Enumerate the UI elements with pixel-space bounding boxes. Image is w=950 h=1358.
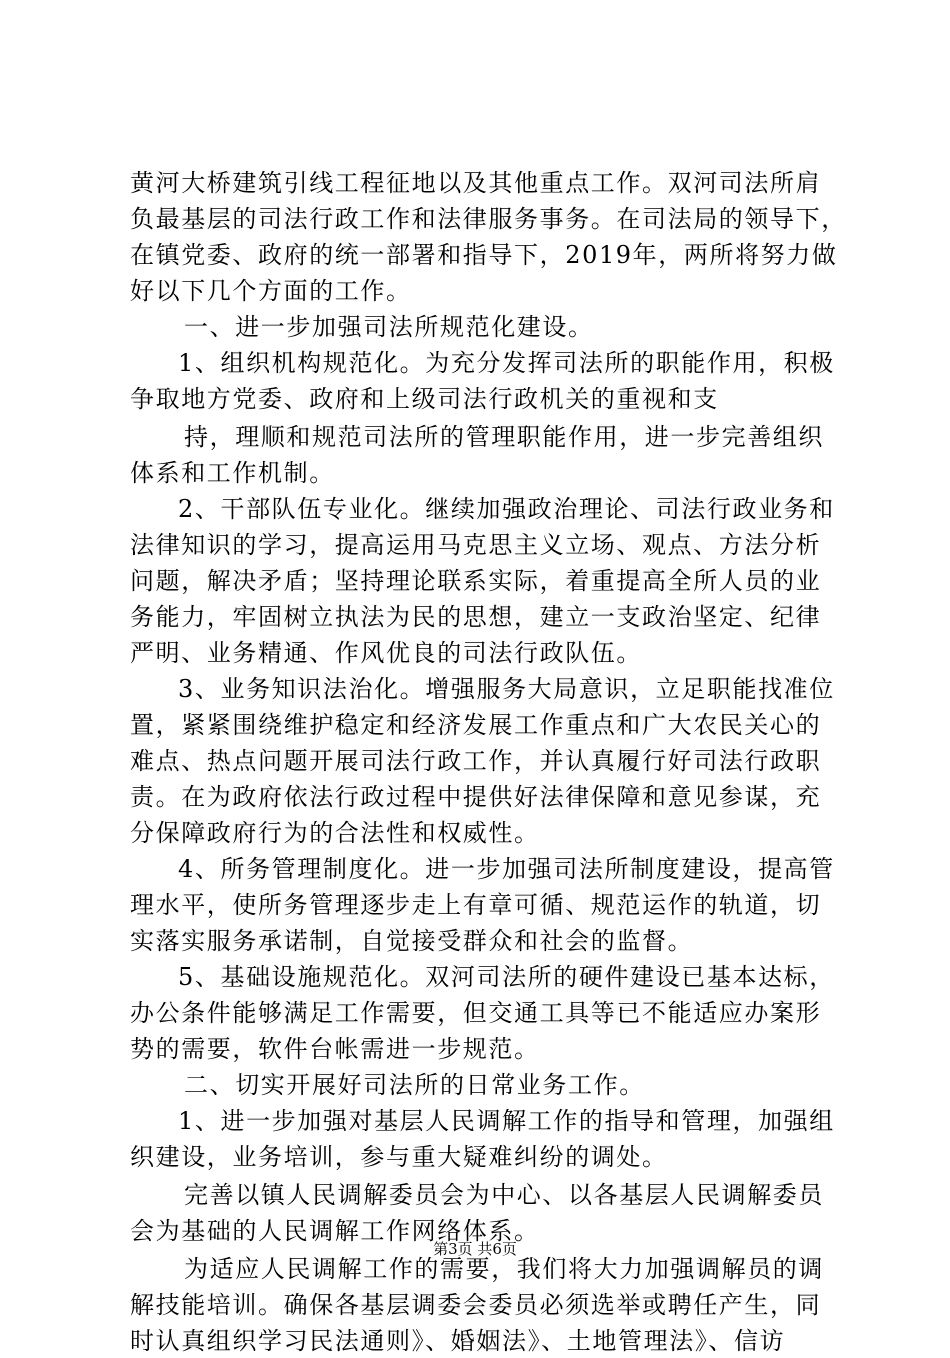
text-line: 置，紧紧围绕维护稳定和经济发展工作重点和广大农民关心的: [130, 711, 822, 739]
text-line: 体系和工作机制。: [130, 459, 335, 487]
text-line: 织建设，业务培训，参与重大疑难纠纷的调处。: [130, 1143, 668, 1171]
text-line: 1、组织机构规范化。为充分发挥司法所的职能作用，积极: [178, 349, 835, 377]
text-line: 时认真组织学习民法通则》、婚姻法》、土地管理法》、信访: [130, 1327, 786, 1355]
section-heading: 二、切实开展好司法所的日常业务工作。: [184, 1071, 645, 1099]
text-line: 争取地方党委、政府和上级司法行政机关的重视和支: [130, 385, 719, 413]
text-line: 为适应人民调解工作的需要，我们将大力加强调解员的调: [184, 1255, 824, 1283]
text-line: 好以下几个方面的工作。: [130, 277, 412, 305]
text-line: 1、进一步加强对基层人民调解工作的指导和管理，加强组: [178, 1107, 835, 1135]
text-line: 完善以镇人民调解委员会为中心、以各基层人民调解委员: [184, 1181, 824, 1209]
text-line: 持，理顺和规范司法所的管理职能作用，进一步完善组织: [184, 423, 824, 451]
text-line: 实落实服务承诺制，自觉接受群众和社会的监督。: [130, 927, 694, 955]
text-line: 2、干部队伍专业化。继续加强政治理论、司法行政业务和: [178, 495, 835, 523]
text-line: 务能力，牢固树立执法为民的思想，建立一支政治坚定、纪律: [130, 603, 822, 631]
text-line: 分保障政府行为的合法性和权威性。: [130, 819, 540, 847]
text-line: 法律知识的学习，提高运用马克思主义立场、观点、方法分析: [130, 531, 822, 559]
text-line: 责。在为政府依法行政过程中提供好法律保障和意见参谋，充: [130, 783, 822, 811]
text-line: 在镇党委、政府的统一部署和指导下，2019年，两所将努力做: [130, 241, 838, 269]
text-line: 黄河大桥建筑引线工程征地以及其他重点工作。双河司法所肩: [130, 169, 822, 197]
text-line: 3、业务知识法治化。增强服务大局意识，立足职能找准位: [178, 675, 835, 703]
text-line: 势的需要，软件台帐需进一步规范。: [130, 1035, 540, 1063]
text-line: 问题，解决矛盾；坚持理论联系实际，着重提高全所人员的业: [130, 567, 822, 595]
text-line: 难点、热点问题开展司法行政工作，并认真履行好司法行政职: [130, 747, 822, 775]
text-line: 负最基层的司法行政工作和法律服务事务。在司法局的领导下，: [130, 205, 847, 233]
text-line: 严明、业务精通、作风优良的司法行政队伍。: [130, 639, 642, 667]
section-heading: 一、进一步加强司法所规范化建设。: [184, 313, 594, 341]
text-line: 理水平，使所务管理逐步走上有章可循、规范运作的轨道，切: [130, 891, 822, 919]
text-line: 办公条件能够满足工作需要，但交通工具等已不能适应办案形: [130, 999, 822, 1027]
text-line: 会为基础的人民调解工作网络体系。: [130, 1217, 540, 1245]
text-line: 4、所务管理制度化。进一步加强司法所制度建设，提高管: [178, 855, 835, 883]
text-line: 5、基础设施规范化。双河司法所的硬件建设已基本达标，: [178, 963, 835, 991]
text-line: 解技能培训。确保各基层调委会委员必须选举或聘任产生，同: [130, 1291, 822, 1319]
page-number-footer: 第3页 共6页: [433, 1240, 517, 1258]
